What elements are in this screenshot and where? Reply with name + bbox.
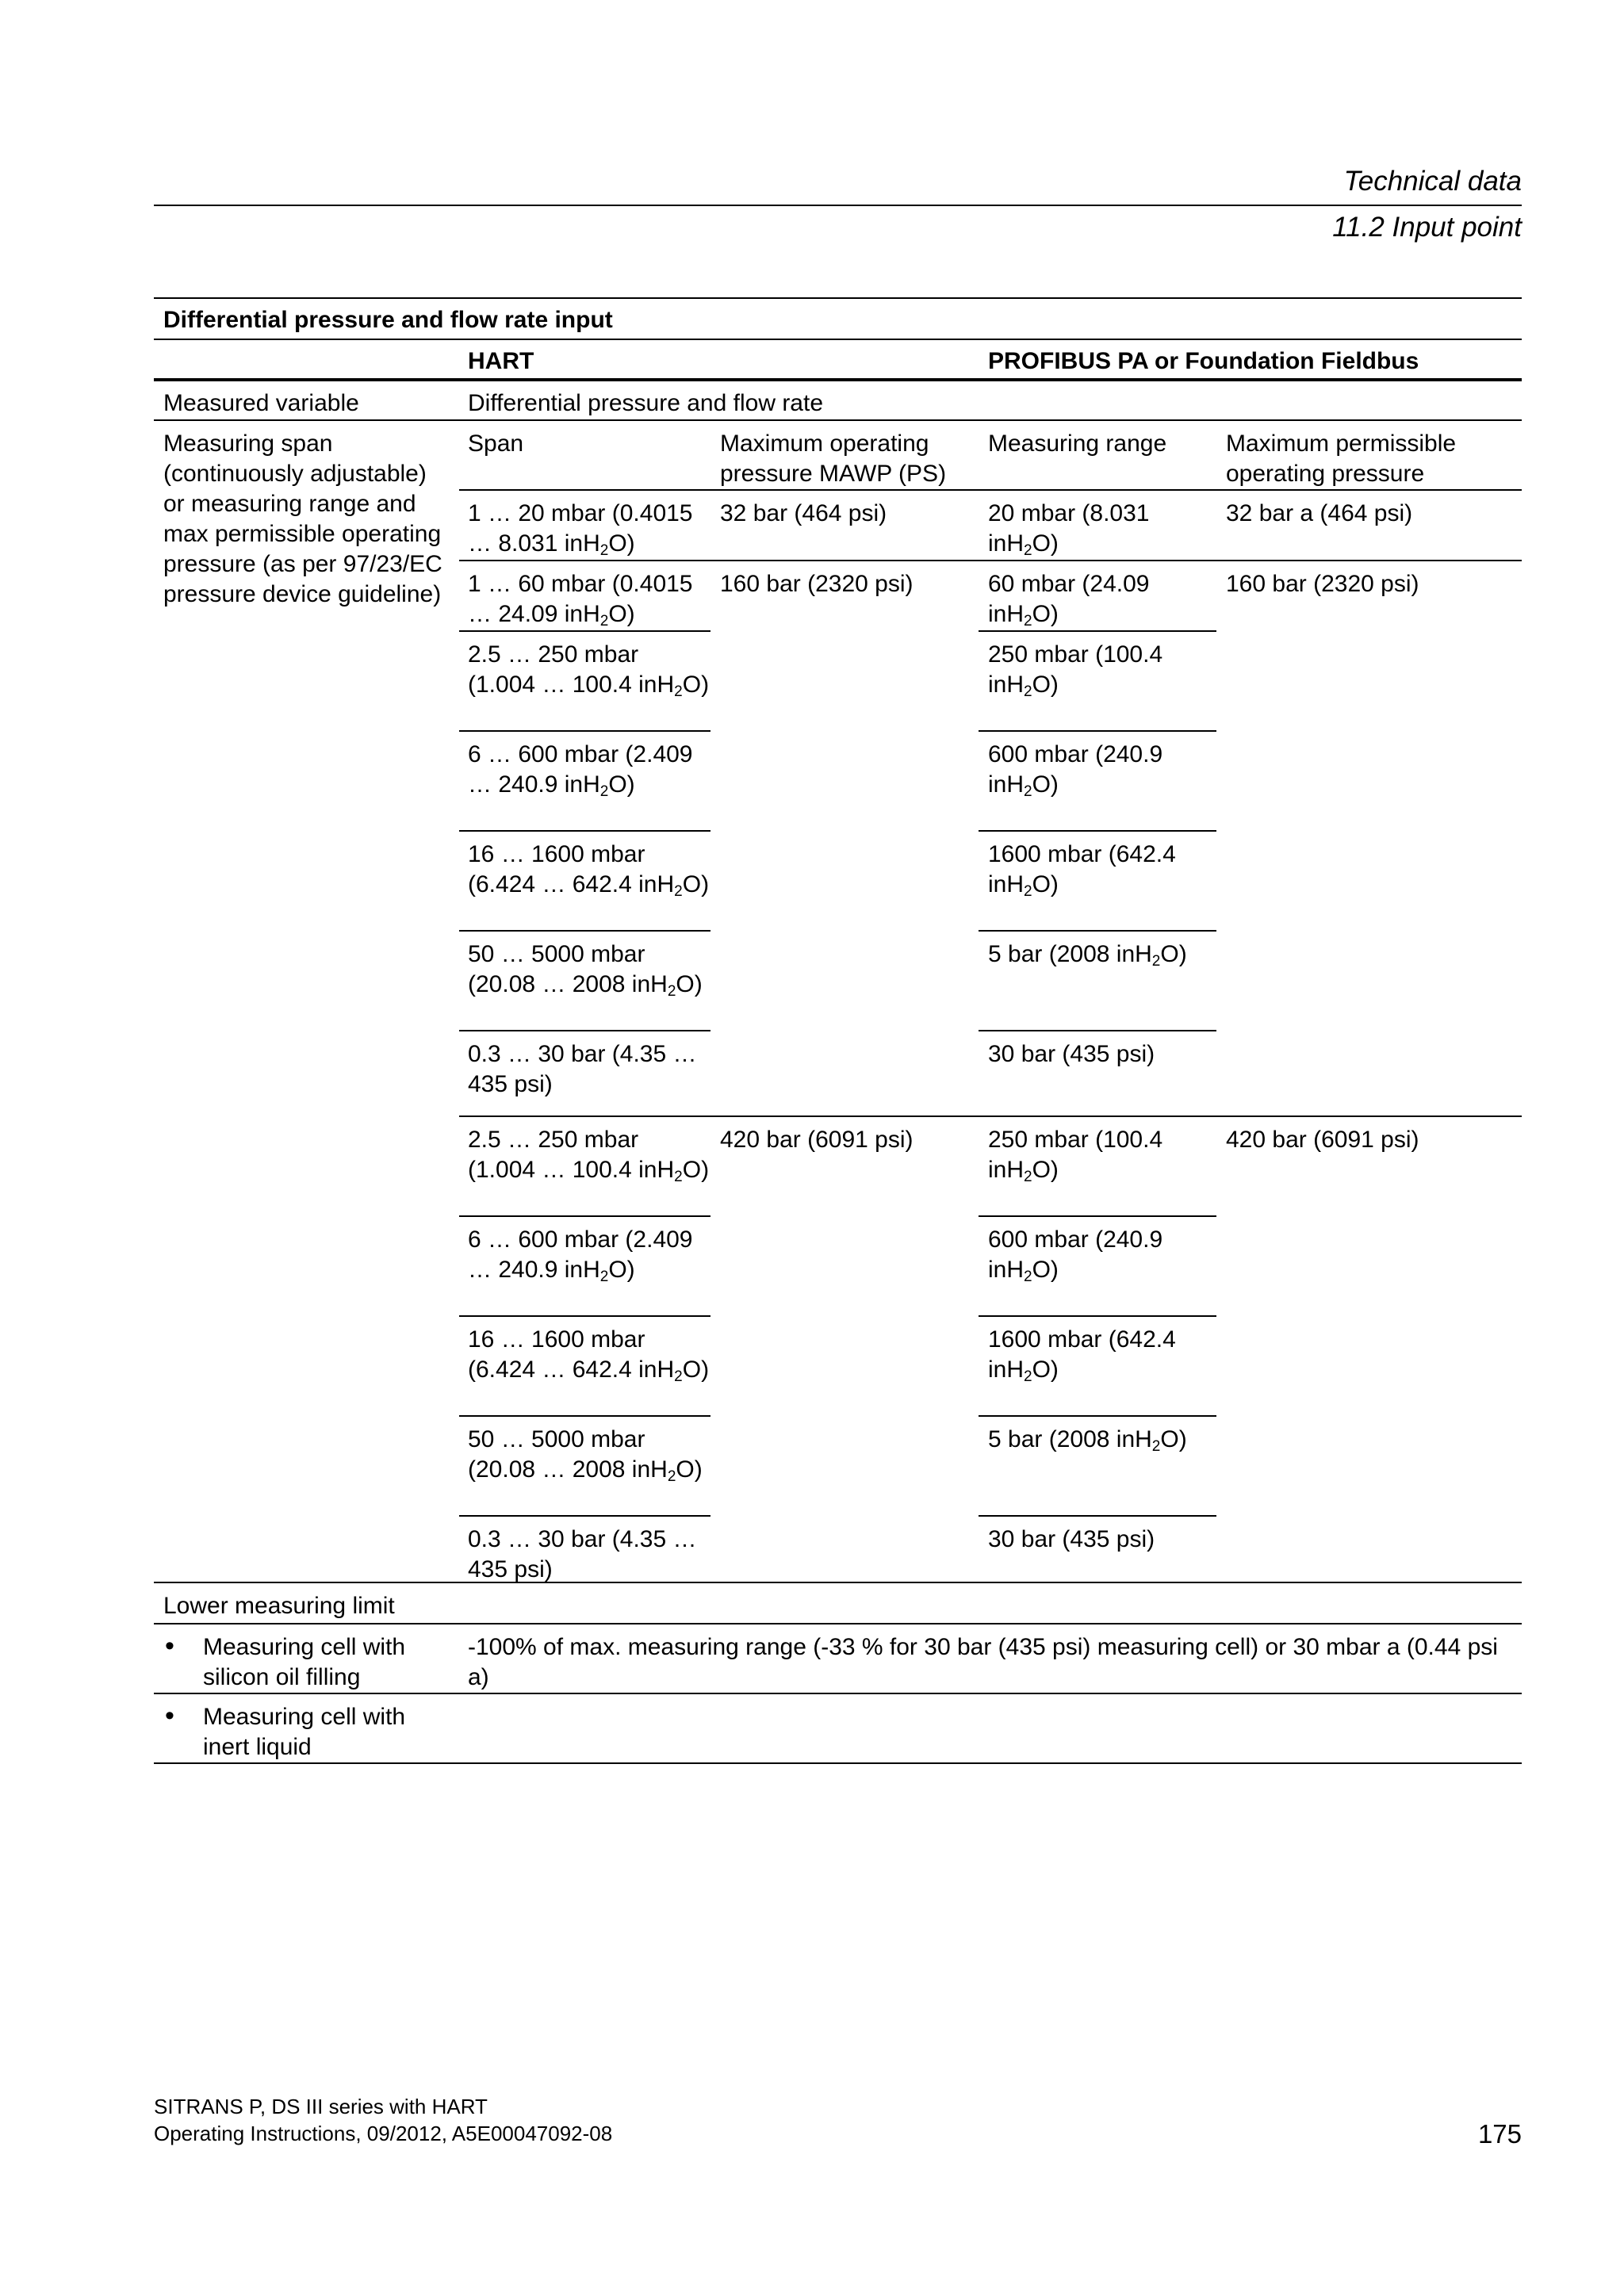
table-bottom-rule [154,1762,1522,1764]
span-cell: 6 … 600 mbar (2.409 … 240.9 inH$_2$O) [468,741,693,800]
span-cell: 2.5 … 250 mbar (1.004 … 100.4 inH$_2$O) [468,641,710,700]
span-cell: 50 … 5000 mbar (20.08 … 2008 inH$_2$O) [468,941,703,1000]
range-rule [979,730,1216,732]
span-rule [459,1515,710,1517]
header-rule [154,378,1522,381]
span-cell: 0.3 … 30 bar (4.35 … 435 psi) [468,1041,697,1097]
span-cell: 2.5 … 250 mbar (1.004 … 100.4 inH$_2$O) [468,1127,710,1185]
subheader-measuring-range: Measuring range [988,430,1167,457]
header-rule [154,205,1522,206]
span-rule [459,1215,710,1217]
silicon-oil-label: Measuring cell with silicon oil filling [203,1634,406,1690]
table-top-rule [154,297,1522,299]
span-cell: 1 … 60 mbar (0.4015 … 24.09 inH$_2$O) [468,571,693,629]
span-rule [459,1315,710,1317]
range-rule [979,930,1216,932]
span-cell: 50 … 5000 mbar (20.08 … 2008 inH$_2$O) [468,1426,703,1485]
span-cell: 16 … 1600 mbar (6.424 … 642.4 inH$_2$O) [468,1326,710,1385]
span-cell: 0.3 … 30 bar (4.35 … 435 psi) [468,1526,697,1582]
page-number: 175 [1477,2119,1522,2149]
mawp-cell: 32 bar (464 psi) [720,500,887,526]
range-rule [979,1515,1216,1517]
measured-variable-label: Measured variable [163,390,359,416]
measuring-range-cell: 1600 mbar (642.4 inH$_2$O) [988,841,1176,900]
mawp-cell: 420 bar (6091 psi) [720,1127,914,1153]
span-rule [459,930,710,932]
range-rule [979,1215,1216,1217]
measured-variable-value: Differential pressure and flow rate [468,390,824,416]
span-rule [459,630,710,632]
range-rule [979,1315,1216,1317]
measured-variable-rule [154,419,1522,421]
range-rule [979,1030,1216,1031]
group-rule [459,1115,1522,1117]
measuring-range-cell: 30 bar (435 psi) [988,1526,1155,1552]
measuring-range-cell: 5 bar (2008 inH$_2$O) [988,941,1187,970]
measuring-span-label: Measuring span (continuously adjustable) or measuring range and max permissible operating pressure (as per 97/23/EC pressure device guideline) [163,430,442,607]
silicon-oil-value: -100% of max. measuring range (-33 % for 30 bar (435 psi) measuring cell) or 30 mbar a (0.44 psi a) [468,1634,1498,1690]
subheader-rule [459,489,1522,491]
mawp-cell: 160 bar (2320 psi) [720,571,914,597]
span-cell: 16 … 1600 mbar (6.424 … 642.4 inH$_2$O) [468,841,710,900]
section-title: Technical data [1343,166,1522,197]
subsection-title: 11.2 Input point [1332,212,1522,243]
span-block-rule [154,1582,1522,1583]
measuring-range-cell: 250 mbar (100.4 inH$_2$O) [988,641,1163,700]
footer-document: Operating Instructions, 09/2012, A5E00047092-08 [154,2122,613,2145]
title-rule [154,339,1522,340]
subheader-mawp: Maximum operating pressure MAWP (PS) [720,430,947,487]
subheader-span: Span [468,430,524,457]
footer [154,2093,612,2147]
measuring-range-cell: 250 mbar (100.4 inH$_2$O) [988,1127,1163,1185]
column-header-profibus: PROFIBUS PA or Foundation Fieldbus [988,348,1419,374]
range-rule [979,830,1216,832]
bullet-icon: • [165,1701,174,1731]
max-pressure-cell: 420 bar (6091 psi) [1226,1127,1419,1153]
measuring-range-cell: 60 mbar (24.09 inH$_2$O) [988,571,1150,629]
span-rule [459,830,710,832]
column-header-hart: HART [468,348,534,374]
max-pressure-cell: 32 bar a (464 psi) [1226,500,1413,526]
lower-limit-rule [154,1623,1522,1624]
group-rule [459,560,1522,561]
table-title: Differential pressure and flow rate input [163,307,613,333]
span-rule [459,1415,710,1417]
measuring-range-cell: 600 mbar (240.9 inH$_2$O) [988,741,1163,800]
measuring-range-cell: 20 mbar (8.031 inH$_2$O) [988,500,1150,559]
inert-liquid-label: Measuring cell with inert liquid [203,1704,406,1760]
silicon-rule [154,1693,1522,1694]
measuring-range-cell: 1600 mbar (642.4 inH$_2$O) [988,1326,1176,1385]
subheader-max-pressure: Maximum permissible operating pressure [1226,430,1457,487]
span-rule [459,730,710,732]
measuring-range-cell: 5 bar (2008 inH$_2$O) [988,1426,1187,1455]
span-cell: 1 … 20 mbar (0.4015 … 8.031 inH$_2$O) [468,500,693,559]
span-cell: 6 … 600 mbar (2.409 … 240.9 inH$_2$O) [468,1226,693,1285]
range-rule [979,1415,1216,1417]
measuring-range-cell: 30 bar (435 psi) [988,1041,1155,1067]
footer-product: SITRANS P, DS III series with HART [154,2095,488,2118]
measuring-range-cell: 600 mbar (240.9 inH$_2$O) [988,1226,1163,1285]
bullet-icon: • [165,1631,174,1661]
span-rule [459,1030,710,1031]
max-pressure-cell: 160 bar (2320 psi) [1226,571,1419,597]
range-rule [979,630,1216,632]
lower-limit-label: Lower measuring limit [163,1593,395,1619]
